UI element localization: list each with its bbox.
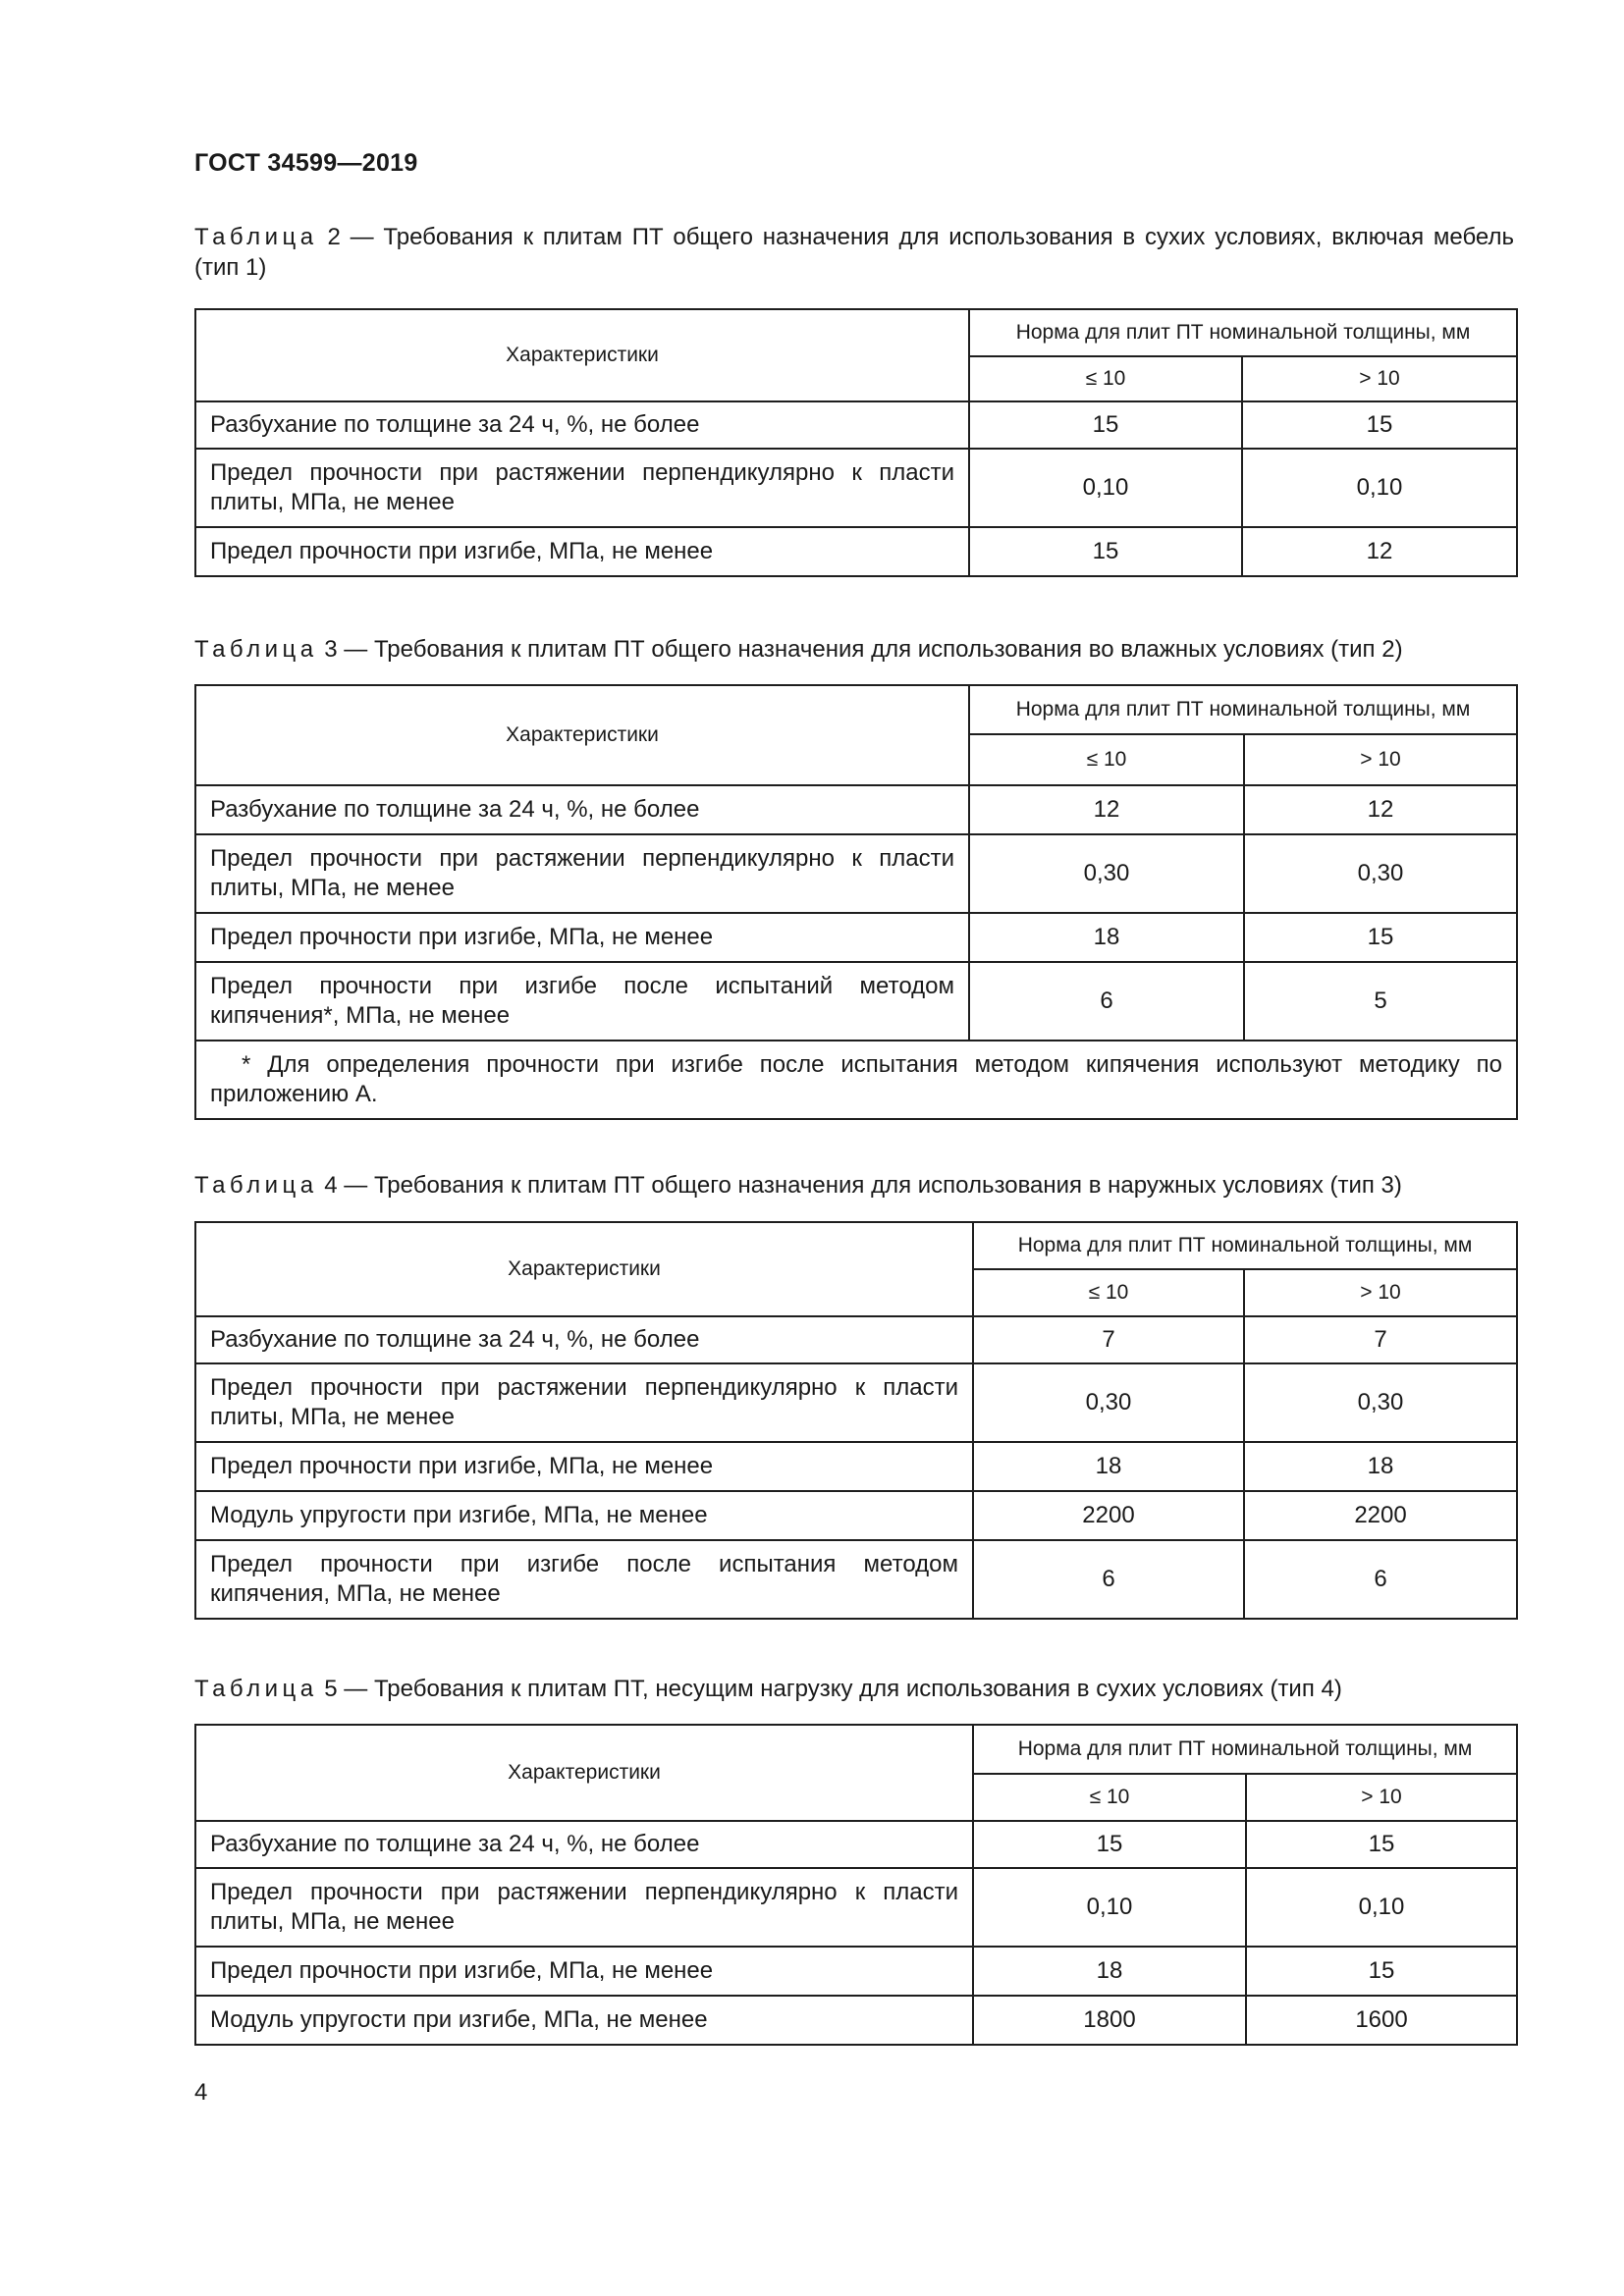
row-label: Предел прочности при растяжении перпендикулярно к пласти плиты, МПа, не менее [195,449,969,527]
table-row [195,527,1517,576]
row-label: Предел прочности при изгибе, МПа, не менее [195,527,969,576]
value-gt-10: 7 [1244,1316,1517,1363]
value-gt-10: 0,30 [1244,834,1517,913]
header-col-gt-10: > 10 [1244,1269,1517,1316]
value-gt-10: 0,10 [1242,449,1517,527]
value-gt-10: 5 [1244,962,1517,1041]
table-row [195,962,1517,1041]
requirements-table [194,684,1518,1120]
header-characteristics: Характеристики [195,309,969,401]
table-row [195,1947,1517,1996]
value-gt-10: 12 [1242,527,1517,576]
value-le-10: 0,10 [969,449,1242,527]
value-le-10: 18 [973,1947,1246,1996]
row-label: Предел прочности при растяжении перпендикулярно к пласти плиты, МПа, не менее [195,1868,973,1947]
value-le-10: 2200 [973,1491,1244,1540]
value-le-10: 15 [973,1821,1246,1868]
caption-text: 5 — Требования к плитам ПТ, несущим нагрузку для использования в сухих условиях (тип 4) [324,1676,1342,1702]
value-gt-10: 6 [1244,1540,1517,1619]
value-gt-10: 1600 [1246,1996,1517,2045]
value-gt-10: 2200 [1244,1491,1517,1540]
table-row [195,1821,1517,1868]
header-characteristics: Характеристики [195,1725,973,1821]
row-label: Предел прочности при изгибе после испытаний методом кипячения*, МПа, не менее [195,962,969,1041]
row-label: Разбухание по толщине за 24 ч, %, не более [195,1316,973,1363]
table-caption [194,1674,1514,1704]
row-label: Разбухание по толщине за 24 ч, %, не более [195,1821,973,1868]
requirements-table [194,1724,1518,2046]
caption-label: Таблица [194,224,318,250]
row-label: Разбухание по толщине за 24 ч, %, не более [195,401,969,449]
table-row [195,1996,1517,2045]
table-caption [194,634,1514,665]
table-row [195,449,1517,527]
value-gt-10: 18 [1244,1442,1517,1491]
value-le-10: 7 [973,1316,1244,1363]
row-label: Предел прочности при изгибе, МПа, не менее [195,1947,973,1996]
table-row [195,1540,1517,1619]
page-number: 4 [194,2079,208,2106]
requirements-table [194,1221,1518,1620]
document-id: ГОСТ 34599—2019 [194,149,418,177]
table-row [195,913,1517,962]
value-le-10: 6 [973,1540,1244,1619]
value-gt-10: 12 [1244,785,1517,834]
header-norm: Норма для плит ПТ номинальной толщины, мм [973,1222,1517,1269]
table-footnote-row [195,1041,1517,1119]
table-row [195,1363,1517,1442]
requirements-table [194,308,1518,577]
row-label: Предел прочности при изгибе, МПа, не менее [195,1442,973,1491]
footnote-text: * Для определения прочности при изгибе после испытания методом кипячения используют методику по приложению А. [210,1051,1503,1107]
table-row [195,1491,1517,1540]
table-caption [194,222,1514,283]
header-col-gt-10: > 10 [1242,356,1517,401]
caption-text: 3 — Требования к плитам ПТ общего назначения для использования во влажных условиях (тип 2) [324,636,1403,663]
header-characteristics: Характеристики [195,685,969,785]
value-le-10: 18 [969,913,1244,962]
header-col-gt-10: > 10 [1244,734,1517,785]
value-le-10: 6 [969,962,1244,1041]
header-characteristics: Характеристики [195,1222,973,1316]
value-le-10: 0,10 [973,1868,1246,1947]
row-label: Предел прочности при растяжении перпендикулярно к пласти плиты, МПа, не менее [195,1363,973,1442]
value-gt-10: 15 [1246,1821,1517,1868]
table-row [195,1316,1517,1363]
header-col-le-10: ≤ 10 [969,356,1242,401]
value-le-10: 0,30 [969,834,1244,913]
value-gt-10: 0,30 [1244,1363,1517,1442]
header-norm: Норма для плит ПТ номинальной толщины, мм [969,309,1517,356]
table-row [195,834,1517,913]
row-label: Модуль упругости при изгибе, МПа, не менее [195,1491,973,1540]
table-caption [194,1170,1514,1201]
caption-label: Таблица [194,1172,318,1199]
row-label: Предел прочности при изгибе, МПа, не менее [195,913,969,962]
value-gt-10: 15 [1246,1947,1517,1996]
value-le-10: 15 [969,401,1242,449]
table-row [195,785,1517,834]
value-gt-10: 15 [1244,913,1517,962]
header-col-le-10: ≤ 10 [973,1269,1244,1316]
value-le-10: 0,30 [973,1363,1244,1442]
header-col-le-10: ≤ 10 [969,734,1244,785]
header-norm: Норма для плит ПТ номинальной толщины, мм [973,1725,1517,1774]
header-norm: Норма для плит ПТ номинальной толщины, мм [969,685,1517,734]
caption-label: Таблица [194,636,318,663]
value-le-10: 15 [969,527,1242,576]
header-col-le-10: ≤ 10 [973,1774,1246,1821]
table-row [195,1868,1517,1947]
caption-label: Таблица [194,1676,318,1702]
row-label: Разбухание по толщине за 24 ч, %, не более [195,785,969,834]
value-le-10: 1800 [973,1996,1246,2045]
table-row [195,401,1517,449]
value-gt-10: 15 [1242,401,1517,449]
table-row [195,1442,1517,1491]
value-gt-10: 0,10 [1246,1868,1517,1947]
caption-text: 2 — Требования к плитам ПТ общего назначения для использования в сухих условиях, включая мебель (тип 1) [194,224,1514,281]
caption-text: 4 — Требования к плитам ПТ общего назначения для использования в наружных условиях (тип 3) [324,1172,1402,1199]
table-footnote [195,1041,1517,1119]
row-label: Предел прочности при растяжении перпендикулярно к пласти плиты, МПа, не менее [195,834,969,913]
value-le-10: 12 [969,785,1244,834]
row-label: Модуль упругости при изгибе, МПа, не менее [195,1996,973,2045]
row-label: Предел прочности при изгибе после испытания методом кипячения, МПа, не менее [195,1540,973,1619]
header-col-gt-10: > 10 [1246,1774,1517,1821]
value-le-10: 18 [973,1442,1244,1491]
